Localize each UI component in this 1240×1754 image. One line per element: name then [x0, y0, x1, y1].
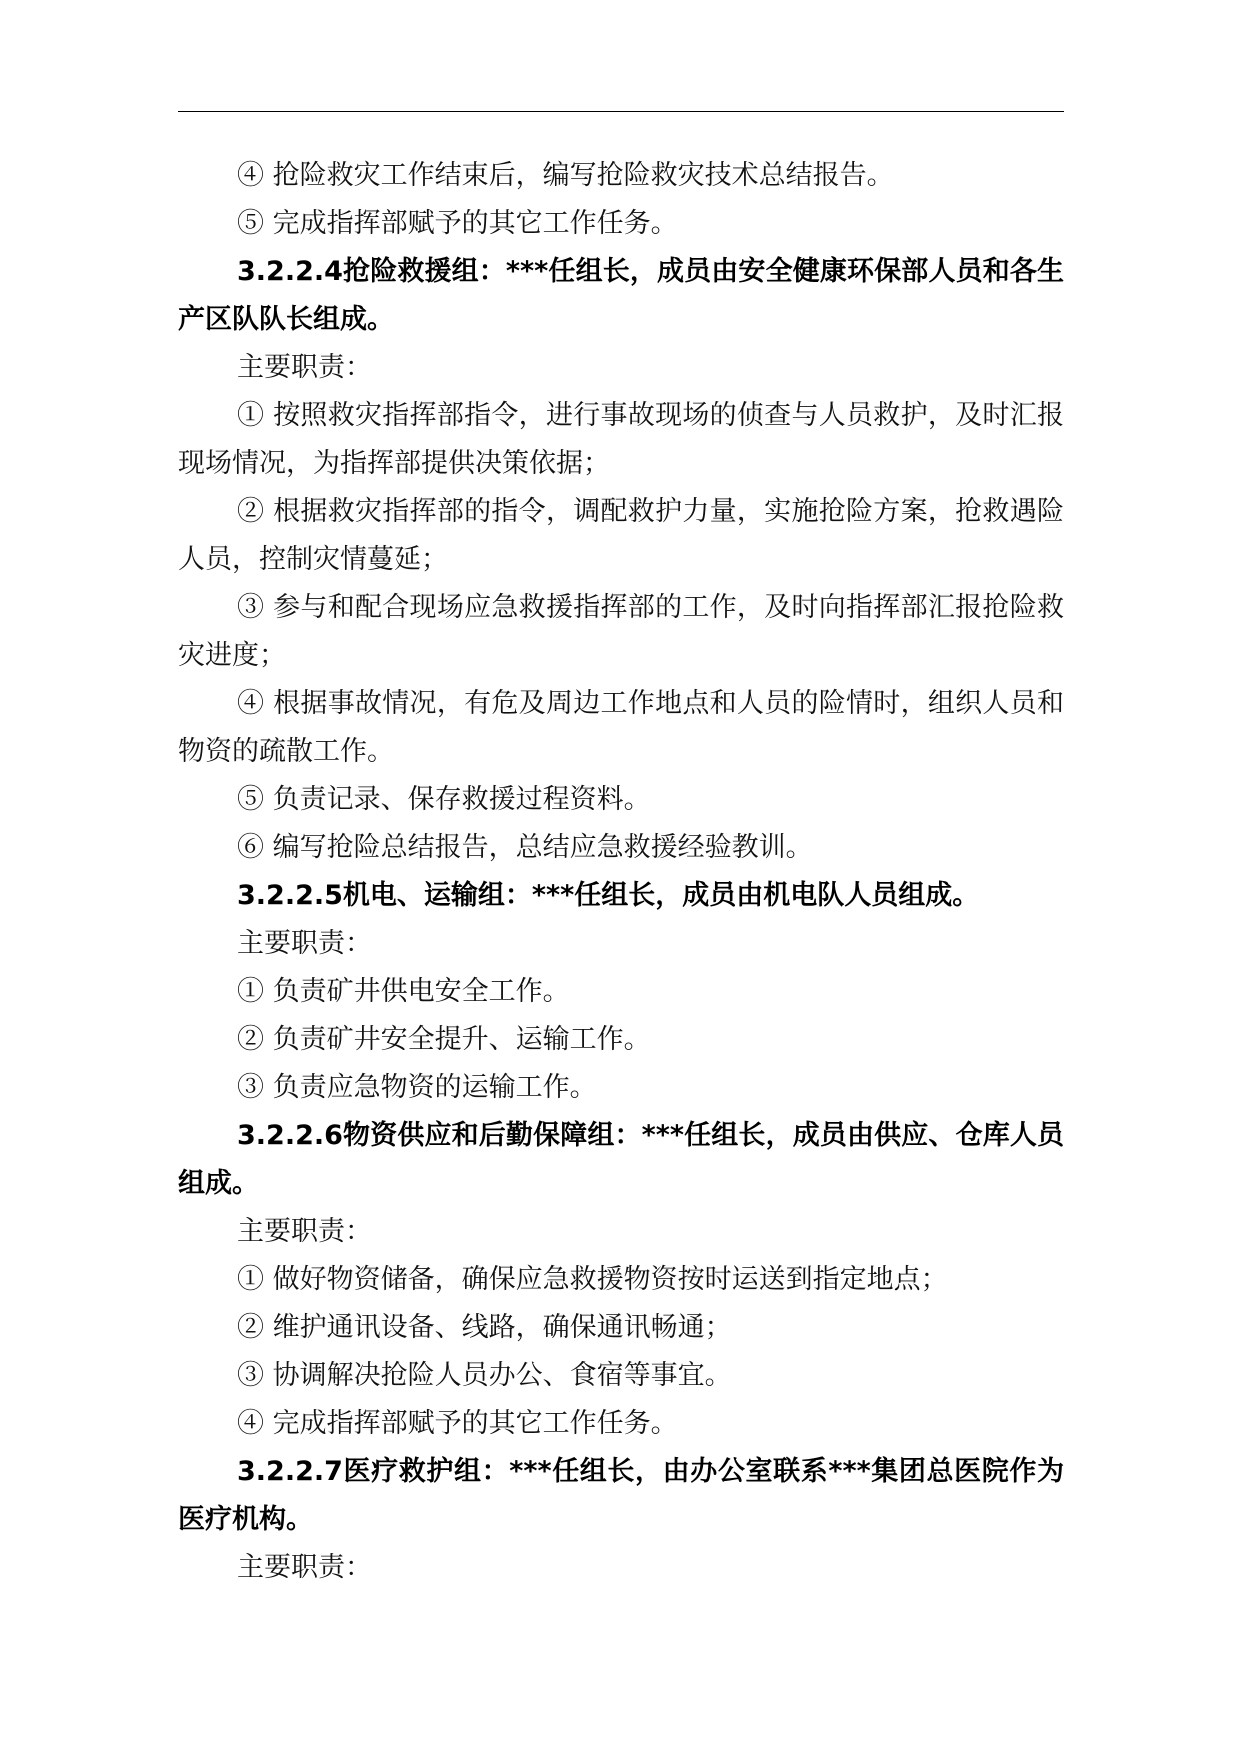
- header-rule: [178, 111, 1064, 112]
- list-item: ② 维护通讯设备、线路，确保通讯畅通；: [237, 1312, 732, 1343]
- list-item: ① 负责矿井供电安全工作。: [237, 976, 570, 1007]
- list-item: ④ 抢险救灾工作结束后，编写抢险救灾技术总结报告。: [237, 160, 894, 191]
- list-item: ① 做好物资储备，确保应急救援物资按时运送到指定地点；: [237, 1264, 948, 1295]
- section-heading: 3.2.2.5机电、运输组：***任组长，成员由机电队人员组成。: [237, 880, 980, 911]
- list-item: ④ 根据事故情况，有危及周边工作地点和人员的险情时，组织人员和物资的疏散工作。: [178, 688, 1064, 767]
- duties-label: 主要职责：: [237, 1216, 372, 1247]
- section-heading: 3.2.2.4抢险救援组：***任组长，成员由安全健康环保部人员和各生产区队队长组成。: [178, 256, 1064, 335]
- list-item: ③ 负责应急物资的运输工作。: [237, 1072, 597, 1103]
- list-item: ⑤ 负责记录、保存救援过程资料。: [237, 784, 651, 815]
- list-item: ③ 参与和配合现场应急救援指挥部的工作，及时向指挥部汇报抢险救灾进度；: [178, 592, 1064, 671]
- document-body: [178, 152, 1064, 1592]
- list-item: ④ 完成指挥部赋予的其它工作任务。: [237, 1408, 678, 1439]
- list-item: ⑥ 编写抢险总结报告，总结应急救援经验教训。: [237, 832, 813, 863]
- section-heading: 3.2.2.7医疗救护组：***任组长，由办公室联系***集团总医院作为医疗机构。: [178, 1456, 1064, 1535]
- list-item: ⑤ 完成指挥部赋予的其它工作任务。: [237, 208, 678, 239]
- duties-label: 主要职责：: [237, 928, 372, 959]
- section-heading: 3.2.2.6物资供应和后勤保障组：***任组长，成员由供应、仓库人员组成。: [178, 1120, 1064, 1199]
- duties-label: 主要职责：: [237, 1552, 372, 1583]
- duties-label: 主要职责：: [237, 352, 372, 383]
- list-item: ③ 协调解决抢险人员办公、食宿等事宜。: [237, 1360, 732, 1391]
- list-item: ② 根据救灾指挥部的指令，调配救护力量，实施抢险方案，抢救遇险人员，控制灾情蔓延；: [178, 496, 1064, 575]
- list-item: ② 负责矿井安全提升、运输工作。: [237, 1024, 651, 1055]
- list-item: ① 按照救灾指挥部指令，进行事故现场的侦查与人员救护，及时汇报现场情况，为指挥部提供决策依据；: [178, 400, 1064, 479]
